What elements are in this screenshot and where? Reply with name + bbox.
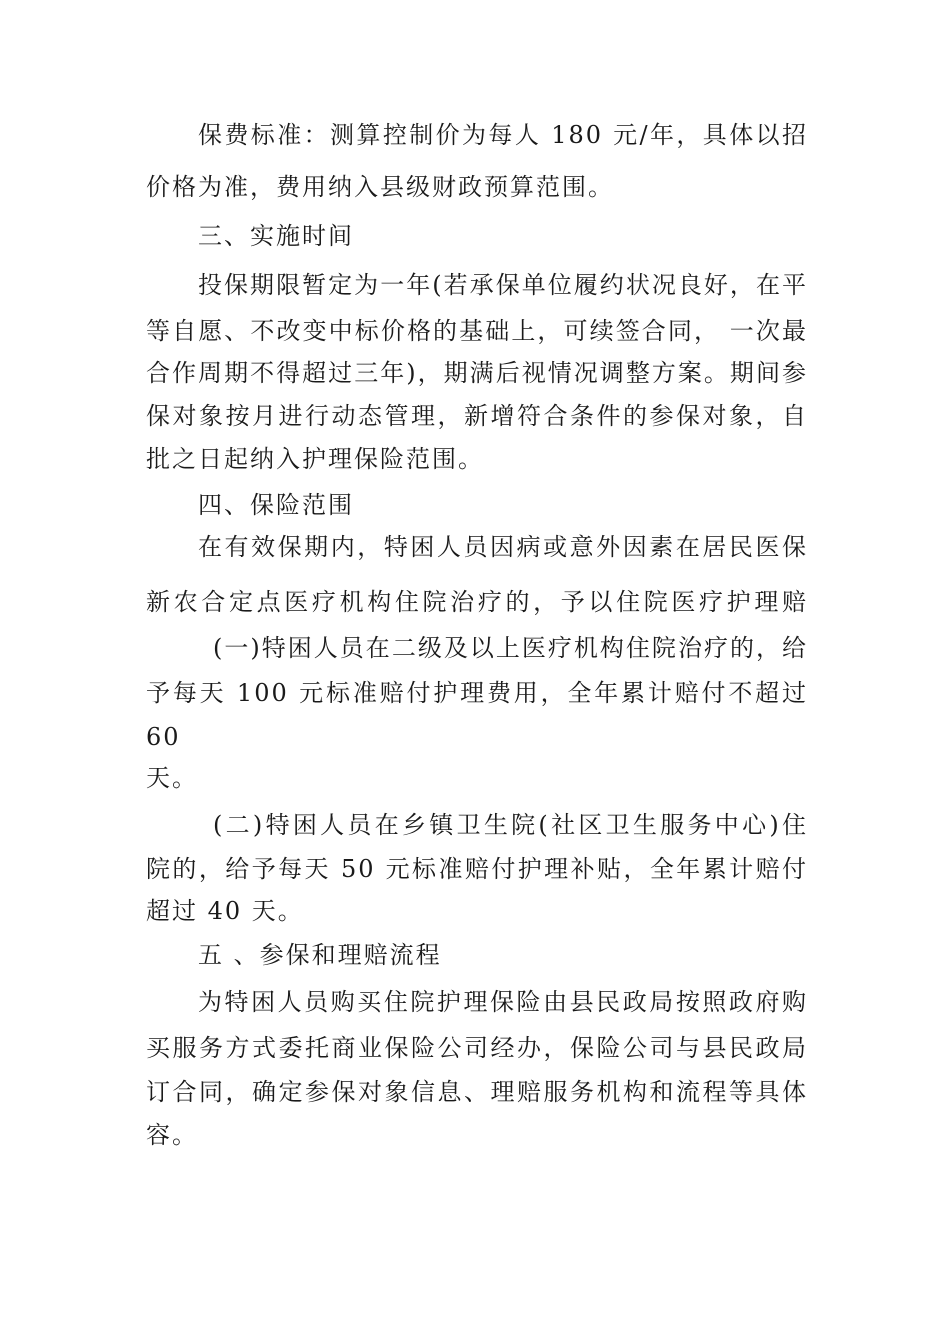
paragraph-line: 订合同，确定参保对象信息、理赔服务机构和流程等具体 — [146, 1078, 808, 1106]
section-heading: 四、保险范围 — [198, 491, 354, 519]
paragraph-line: 买服务方式委托商业保险公司经办，保险公司与县民政局 — [146, 1034, 808, 1062]
paragraph-line: 投保期限暂定为一年(若承保单位履约状况良好，在平 — [198, 271, 808, 299]
paragraph-line: 天。 — [146, 764, 198, 792]
paragraph-line: 批之日起纳入护理保险范围。 — [146, 445, 484, 473]
paragraph-line: 新农合定点医疗机构住院治疗的，予以住院医疗护理赔 — [146, 588, 808, 616]
list-item-line: (一)特困人员在二级及以上医疗机构住院治疗的，给 — [213, 634, 808, 662]
paragraph-line: 60 — [146, 723, 181, 751]
paragraph-line: 容。 — [146, 1121, 198, 1149]
paragraph-line: 保对象按月进行动态管理，新增符合条件的参保对象，自 — [146, 402, 808, 430]
section-heading: 五 、参保和理赔流程 — [198, 941, 442, 969]
paragraph-line: 等自愿、不改变中标价格的基础上，可续签合同， 一次最 — [146, 317, 808, 345]
paragraph-line: 价格为准，费用纳入县级财政预算范围。 — [146, 173, 614, 201]
paragraph-line: 院的，给予每天 50 元标准赔付护理补贴，全年累计赔付 — [146, 855, 808, 883]
paragraph-line: 合作周期不得超过三年)，期满后视情况调整方案。期间参 — [146, 359, 808, 387]
section-heading: 三、实施时间 — [198, 222, 354, 250]
paragraph-line: 为特困人员购买住院护理保险由县民政局按照政府购 — [198, 988, 808, 1016]
list-item-line: (二)特困人员在乡镇卫生院(社区卫生服务中心)住 — [213, 811, 808, 839]
paragraph-line: 予每天 100 元标准赔付护理费用，全年累计赔付不超过 — [146, 679, 808, 707]
paragraph-line: 超过 40 天。 — [146, 897, 304, 925]
paragraph-line: 在有效保期内，特困人员因病或意外因素在居民医保 — [198, 533, 808, 561]
paragraph-line: 保费标准：测算控制价为每人 180 元/年，具体以招 — [198, 121, 808, 149]
